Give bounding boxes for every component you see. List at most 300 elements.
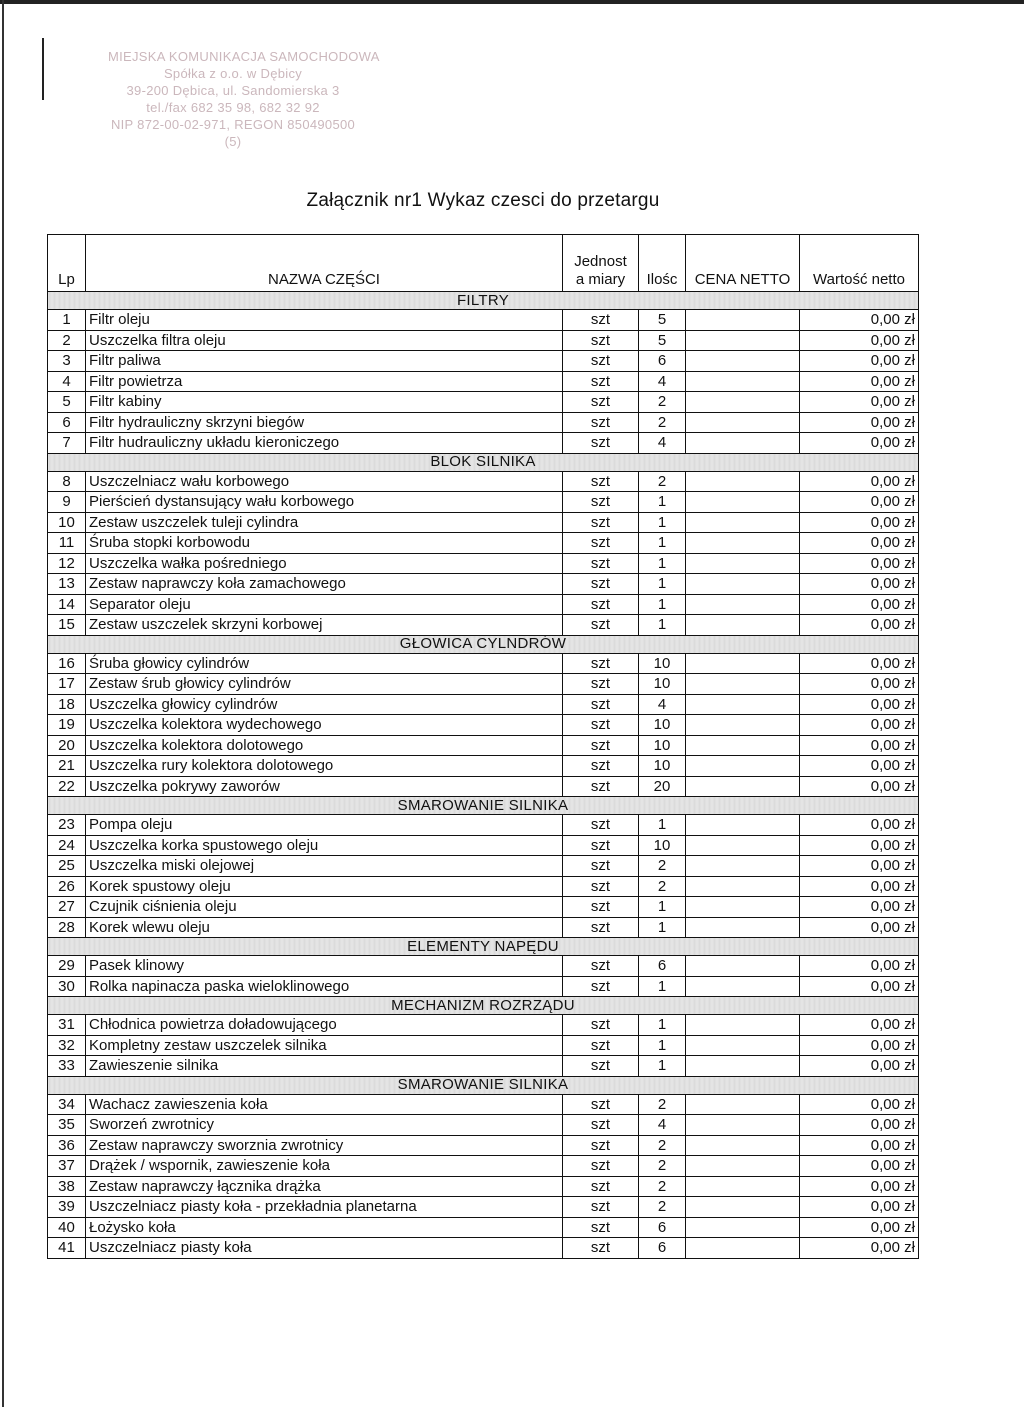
cell-unit: szt [563, 553, 639, 574]
table-header-row [48, 235, 919, 292]
table-row [48, 330, 919, 351]
cell-lp: 9 [48, 492, 86, 513]
table-row [48, 756, 919, 777]
cell-quantity: 1 [639, 512, 686, 533]
table-row [48, 956, 919, 977]
cell-quantity: 2 [639, 392, 686, 413]
cell-unit: szt [563, 351, 639, 372]
section-header-row [48, 997, 919, 1015]
cell-lp: 35 [48, 1115, 86, 1136]
section-header-row [48, 453, 919, 471]
cell-quantity: 1 [639, 594, 686, 615]
table-row [48, 471, 919, 492]
cell-net-value: 0,00 zł [800, 1094, 919, 1115]
cell-quantity: 1 [639, 553, 686, 574]
section-header-row [48, 1076, 919, 1094]
stamp-line: (5) [224, 134, 242, 149]
table-row [48, 533, 919, 554]
cell-unit: szt [563, 876, 639, 897]
cell-unit: szt [563, 1197, 639, 1218]
cell-net-price [686, 433, 800, 454]
cell-lp: 37 [48, 1156, 86, 1177]
cell-unit: szt [563, 512, 639, 533]
cell-lp: 11 [48, 533, 86, 554]
cell-part-name: Pompa oleju [86, 815, 563, 836]
cell-quantity: 20 [639, 776, 686, 797]
cell-net-price [686, 917, 800, 938]
cell-net-price [686, 715, 800, 736]
cell-unit: szt [563, 1238, 639, 1259]
cell-quantity: 5 [639, 330, 686, 351]
cell-net-value: 0,00 zł [800, 756, 919, 777]
cell-unit: szt [563, 815, 639, 836]
cell-net-value: 0,00 zł [800, 1217, 919, 1238]
cell-quantity: 2 [639, 1135, 686, 1156]
cell-net-value: 0,00 zł [800, 956, 919, 977]
cell-lp: 1 [48, 310, 86, 331]
cell-net-price [686, 897, 800, 918]
stamp-line: MIEJSKA KOMUNIKACJA SAMOCHODOWA [108, 49, 380, 64]
cell-net-value: 0,00 zł [800, 433, 919, 454]
cell-unit: szt [563, 1135, 639, 1156]
cell-unit: szt [563, 1156, 639, 1177]
cell-net-value: 0,00 zł [800, 876, 919, 897]
cell-lp: 34 [48, 1094, 86, 1115]
cell-part-name: Wachacz zawieszenia koła [86, 1094, 563, 1115]
cell-lp: 7 [48, 433, 86, 454]
header-value: Wartość netto [800, 235, 919, 292]
cell-lp: 27 [48, 897, 86, 918]
cell-net-price [686, 392, 800, 413]
stamp-line: 39-200 Dębica, ul. Sandomierska 3 [126, 83, 340, 98]
cell-lp: 10 [48, 512, 86, 533]
table-row [48, 976, 919, 997]
cell-part-name: Uszczelka pokrywy zaworów [86, 776, 563, 797]
cell-lp: 12 [48, 553, 86, 574]
stamp-line: Spółka z o.o. w Dębicy [163, 66, 303, 81]
cell-net-value: 0,00 zł [800, 553, 919, 574]
table-row [48, 1197, 919, 1218]
cell-unit: szt [563, 392, 639, 413]
table-row [48, 1056, 919, 1077]
table-row [48, 574, 919, 595]
cell-net-price [686, 351, 800, 372]
cell-lp: 2 [48, 330, 86, 351]
cell-part-name: Uszczelka kolektora wydechowego [86, 715, 563, 736]
cell-net-value: 0,00 zł [800, 371, 919, 392]
cell-unit: szt [563, 1015, 639, 1036]
cell-quantity: 10 [639, 715, 686, 736]
table-row [48, 1156, 919, 1177]
stamp-line: tel./fax 682 35 98, 682 32 92 [146, 100, 320, 115]
cell-part-name: Pasek klinowy [86, 956, 563, 977]
table-row [48, 351, 919, 372]
cell-net-price [686, 856, 800, 877]
cell-quantity: 4 [639, 433, 686, 454]
cell-lp: 5 [48, 392, 86, 413]
cell-unit: szt [563, 574, 639, 595]
cell-part-name: Zestaw śrub głowicy cylindrów [86, 674, 563, 695]
cell-net-price [686, 492, 800, 513]
cell-quantity: 6 [639, 956, 686, 977]
cell-net-price [686, 1156, 800, 1177]
cell-part-name: Rolka napinacza paska wieloklinowego [86, 976, 563, 997]
cell-part-name: Śruba głowicy cylindrów [86, 653, 563, 674]
cell-net-value: 0,00 zł [800, 594, 919, 615]
table-row [48, 876, 919, 897]
cell-part-name: Chłodnica powietrza doładowującego [86, 1015, 563, 1036]
cell-net-value: 0,00 zł [800, 412, 919, 433]
table-row [48, 1035, 919, 1056]
section-title [48, 797, 919, 815]
cell-unit: szt [563, 856, 639, 877]
cell-unit: szt [563, 615, 639, 636]
header-lp: Lp [48, 235, 86, 292]
header-unit [563, 235, 639, 292]
cell-lp: 32 [48, 1035, 86, 1056]
cell-lp: 23 [48, 815, 86, 836]
cell-quantity: 2 [639, 1197, 686, 1218]
cell-lp: 6 [48, 412, 86, 433]
parts-table [47, 234, 919, 1259]
cell-lp: 21 [48, 756, 86, 777]
cell-unit: szt [563, 1176, 639, 1197]
cell-quantity: 1 [639, 976, 686, 997]
table-row [48, 917, 919, 938]
table-row [48, 492, 919, 513]
cell-quantity: 2 [639, 471, 686, 492]
cell-net-price [686, 574, 800, 595]
cell-net-price [686, 815, 800, 836]
cell-part-name: Zestaw naprawczy koła zamachowego [86, 574, 563, 595]
cell-net-price [686, 1176, 800, 1197]
section-title [48, 292, 919, 310]
cell-lp: 24 [48, 835, 86, 856]
cell-net-value: 0,00 zł [800, 310, 919, 331]
company-stamp [108, 48, 380, 150]
cell-unit: szt [563, 976, 639, 997]
table-row [48, 1238, 919, 1259]
cell-unit: szt [563, 433, 639, 454]
cell-net-value: 0,00 zł [800, 694, 919, 715]
table-row [48, 433, 919, 454]
cell-net-value: 0,00 zł [800, 351, 919, 372]
cell-part-name: Kompletny zestaw uszczelek silnika [86, 1035, 563, 1056]
cell-quantity: 2 [639, 1094, 686, 1115]
cell-unit: szt [563, 956, 639, 977]
cell-quantity: 1 [639, 1035, 686, 1056]
cell-net-price [686, 835, 800, 856]
cell-net-price [686, 1035, 800, 1056]
cell-net-value: 0,00 zł [800, 1156, 919, 1177]
header-unit-line1: Jednost [574, 253, 627, 270]
cell-net-value: 0,00 zł [800, 1035, 919, 1056]
cell-part-name: Filtr kabiny [86, 392, 563, 413]
cell-net-value: 0,00 zł [800, 533, 919, 554]
cell-quantity: 4 [639, 371, 686, 392]
cell-part-name: Filtr oleju [86, 310, 563, 331]
cell-quantity: 10 [639, 756, 686, 777]
cell-lp: 20 [48, 735, 86, 756]
table-row [48, 835, 919, 856]
cell-unit: szt [563, 776, 639, 797]
table-body [48, 292, 919, 1259]
cell-lp: 41 [48, 1238, 86, 1259]
cell-part-name: Czujnik ciśnienia oleju [86, 897, 563, 918]
cell-unit: szt [563, 412, 639, 433]
cell-lp: 36 [48, 1135, 86, 1156]
table-row [48, 371, 919, 392]
cell-net-value: 0,00 zł [800, 1176, 919, 1197]
cell-net-price [686, 330, 800, 351]
cell-unit: szt [563, 1115, 639, 1136]
table-row [48, 856, 919, 877]
cell-part-name: Filtr hydrauliczny skrzyni biegów [86, 412, 563, 433]
cell-lp: 15 [48, 615, 86, 636]
cell-quantity: 10 [639, 735, 686, 756]
cell-net-price [686, 412, 800, 433]
cell-net-value: 0,00 zł [800, 615, 919, 636]
cell-net-value: 0,00 zł [800, 1238, 919, 1259]
cell-net-price [686, 594, 800, 615]
cell-lp: 30 [48, 976, 86, 997]
cell-lp: 40 [48, 1217, 86, 1238]
section-title [48, 453, 919, 471]
cell-net-value: 0,00 zł [800, 976, 919, 997]
cell-net-value: 0,00 zł [800, 653, 919, 674]
cell-part-name: Uszczelka wałka pośredniego [86, 553, 563, 574]
cell-lp: 13 [48, 574, 86, 595]
cell-quantity: 1 [639, 492, 686, 513]
section-title-label: BLOK SILNIKA [430, 453, 536, 470]
table-row [48, 1176, 919, 1197]
cell-net-value: 0,00 zł [800, 715, 919, 736]
cell-quantity: 4 [639, 1115, 686, 1136]
header-price: CENA NETTO [686, 235, 800, 292]
cell-net-value: 0,00 zł [800, 1056, 919, 1077]
table-row [48, 815, 919, 836]
cell-net-price [686, 533, 800, 554]
cell-net-price [686, 956, 800, 977]
table-row [48, 412, 919, 433]
cell-part-name: Drążek / wspornik, zawieszenie koła [86, 1156, 563, 1177]
cell-quantity: 2 [639, 412, 686, 433]
document-title: Załącznik nr1 Wykaz czesci do przetargu [306, 190, 660, 211]
cell-part-name: Uszczelka rury kolektora dolotowego [86, 756, 563, 777]
cell-lp: 38 [48, 1176, 86, 1197]
cell-net-price [686, 876, 800, 897]
cell-quantity: 5 [639, 310, 686, 331]
cell-net-price [686, 735, 800, 756]
cell-net-price [686, 1238, 800, 1259]
cell-quantity: 1 [639, 815, 686, 836]
cell-quantity: 1 [639, 533, 686, 554]
section-header-row [48, 292, 919, 310]
cell-part-name: Zestaw uszczelek skrzyni korbowej [86, 615, 563, 636]
cell-quantity: 2 [639, 1176, 686, 1197]
cell-unit: szt [563, 1056, 639, 1077]
cell-net-price [686, 1115, 800, 1136]
header-qty: Ilośc [639, 235, 686, 292]
cell-quantity: 10 [639, 653, 686, 674]
cell-lp: 3 [48, 351, 86, 372]
table-row [48, 615, 919, 636]
cell-unit: szt [563, 310, 639, 331]
stamp-line: NIP 872-00-02-971, REGON 850490500 [110, 117, 356, 132]
cell-lp: 4 [48, 371, 86, 392]
table-row [48, 897, 919, 918]
section-title [48, 938, 919, 956]
section-title [48, 997, 919, 1015]
cell-net-price [686, 1217, 800, 1238]
table-row [48, 694, 919, 715]
cell-unit: szt [563, 835, 639, 856]
cell-unit: szt [563, 653, 639, 674]
cell-quantity: 1 [639, 1015, 686, 1036]
table-row [48, 715, 919, 736]
cell-unit: szt [563, 594, 639, 615]
cell-net-value: 0,00 zł [800, 1135, 919, 1156]
cell-lp: 8 [48, 471, 86, 492]
cell-part-name: Sworzeń zwrotnicy [86, 1115, 563, 1136]
table-row [48, 310, 919, 331]
section-title-label: ELEMENTY NAPĘDU [407, 937, 559, 955]
cell-unit: szt [563, 330, 639, 351]
scan-margin-mark [42, 38, 44, 100]
cell-unit: szt [563, 674, 639, 695]
cell-lp: 33 [48, 1056, 86, 1077]
cell-net-price [686, 615, 800, 636]
cell-net-value: 0,00 zł [800, 330, 919, 351]
cell-part-name: Uszczelka korka spustowego oleju [86, 835, 563, 856]
cell-part-name: Uszczelniacz piasty koła - przekładnia planetarna [86, 1197, 563, 1218]
cell-part-name: Separator oleju [86, 594, 563, 615]
cell-part-name: Zestaw naprawczy sworznia zwrotnicy [86, 1135, 563, 1156]
table-row [48, 735, 919, 756]
cell-quantity: 6 [639, 351, 686, 372]
cell-part-name: Korek wlewu oleju [86, 917, 563, 938]
cell-net-price [686, 976, 800, 997]
cell-part-name: Filtr hudrauliczny układu kieroniczego [86, 433, 563, 454]
cell-quantity: 1 [639, 615, 686, 636]
table-row [48, 776, 919, 797]
cell-net-value: 0,00 zł [800, 776, 919, 797]
cell-part-name: Zestaw uszczelek tuleji cylindra [86, 512, 563, 533]
table-row [48, 594, 919, 615]
section-title-label: SMAROWANIE SILNIKA [397, 796, 569, 814]
section-title-label: FILTRY [456, 291, 510, 309]
cell-unit: szt [563, 1035, 639, 1056]
cell-net-price [686, 1094, 800, 1115]
cell-net-price [686, 1197, 800, 1218]
table-row [48, 1115, 919, 1136]
table-row [48, 674, 919, 695]
cell-net-price [686, 512, 800, 533]
cell-quantity: 1 [639, 574, 686, 595]
cell-part-name: Filtr powietrza [86, 371, 563, 392]
cell-net-value: 0,00 zł [800, 574, 919, 595]
cell-net-value: 0,00 zł [800, 392, 919, 413]
cell-net-price [686, 1056, 800, 1077]
cell-net-price [686, 674, 800, 695]
cell-net-price [686, 471, 800, 492]
table-row [48, 653, 919, 674]
cell-net-value: 0,00 zł [800, 471, 919, 492]
cell-net-price [686, 1015, 800, 1036]
cell-net-value: 0,00 zł [800, 492, 919, 513]
table-row [48, 1015, 919, 1036]
cell-unit: szt [563, 756, 639, 777]
cell-quantity: 10 [639, 674, 686, 695]
cell-quantity: 2 [639, 856, 686, 877]
header-name: NAZWA CZĘŚCI [86, 235, 563, 292]
cell-net-price [686, 371, 800, 392]
cell-quantity: 1 [639, 1056, 686, 1077]
section-title-label: MECHANIZM ROZRZĄDU [391, 996, 575, 1014]
cell-quantity: 4 [639, 694, 686, 715]
cell-lp: 39 [48, 1197, 86, 1218]
cell-net-price [686, 694, 800, 715]
cell-quantity: 2 [639, 876, 686, 897]
section-header-row [48, 938, 919, 956]
cell-part-name: Uszczelka głowicy cylindrów [86, 694, 563, 715]
cell-net-price [686, 553, 800, 574]
cell-net-price [686, 776, 800, 797]
cell-lp: 31 [48, 1015, 86, 1036]
cell-unit: szt [563, 897, 639, 918]
table-row [48, 1217, 919, 1238]
cell-part-name: Łożysko koła [86, 1217, 563, 1238]
cell-net-value: 0,00 zł [800, 835, 919, 856]
cell-part-name: Śruba stopki korbowodu [86, 533, 563, 554]
cell-net-price [686, 756, 800, 777]
cell-net-value: 0,00 zł [800, 917, 919, 938]
cell-quantity: 2 [639, 1156, 686, 1177]
cell-net-value: 0,00 zł [800, 735, 919, 756]
cell-unit: szt [563, 715, 639, 736]
cell-quantity: 1 [639, 917, 686, 938]
cell-unit: szt [563, 471, 639, 492]
cell-net-price [686, 1135, 800, 1156]
cell-net-value: 0,00 zł [800, 1115, 919, 1136]
header-unit-line2: a miary [575, 271, 626, 288]
cell-unit: szt [563, 492, 639, 513]
cell-quantity: 1 [639, 897, 686, 918]
cell-net-value: 0,00 zł [800, 897, 919, 918]
table-row [48, 1094, 919, 1115]
cell-net-price [686, 653, 800, 674]
cell-part-name: Zawieszenie silnika [86, 1056, 563, 1077]
cell-part-name: Korek spustowy oleju [86, 876, 563, 897]
cell-part-name: Pierścień dystansujący wału korbowego [86, 492, 563, 513]
cell-lp: 19 [48, 715, 86, 736]
cell-net-value: 0,00 zł [800, 1015, 919, 1036]
cell-part-name: Uszczelniacz piasty koła [86, 1238, 563, 1259]
cell-net-price [686, 310, 800, 331]
cell-lp: 29 [48, 956, 86, 977]
cell-unit: szt [563, 694, 639, 715]
cell-part-name: Uszczelka miski olejowej [86, 856, 563, 877]
cell-unit: szt [563, 1094, 639, 1115]
cell-lp: 26 [48, 876, 86, 897]
cell-quantity: 10 [639, 835, 686, 856]
cell-lp: 16 [48, 653, 86, 674]
section-title [48, 1076, 919, 1094]
section-header-row [48, 797, 919, 815]
cell-part-name: Uszczelniacz wału korbowego [86, 471, 563, 492]
cell-part-name: Uszczelka filtra oleju [86, 330, 563, 351]
cell-net-value: 0,00 zł [800, 1197, 919, 1218]
